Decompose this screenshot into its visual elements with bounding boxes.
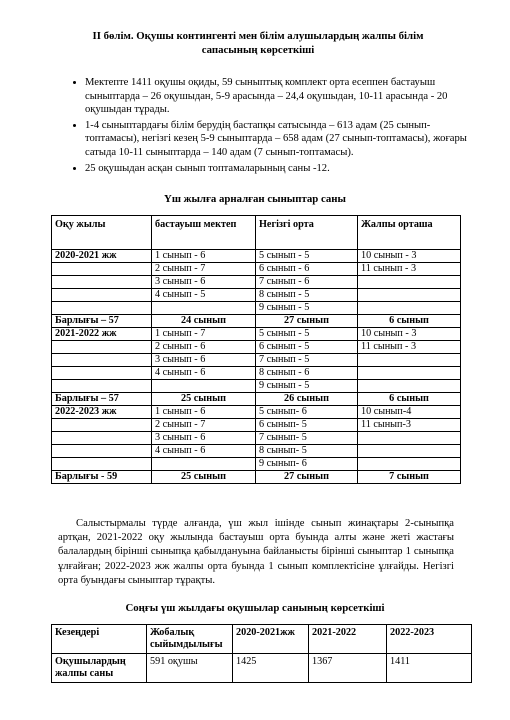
year-cell	[52, 419, 152, 432]
students-table-title: Соңғы үш жылдағы оқушылар санының көрсеткіші	[125, 602, 385, 614]
class-count-cell: 6 сынып- 5	[256, 419, 358, 432]
class-count-cell: 10 сынып - 3	[358, 328, 461, 341]
capacity-cell: 591 оқушы	[147, 654, 233, 683]
total-label-cell: Барлығы – 57	[52, 393, 152, 406]
class-count-cell: 25 сынып	[152, 471, 256, 484]
table-row	[52, 328, 461, 341]
class-count-cell	[358, 367, 461, 380]
value-cell: 1367	[309, 654, 387, 683]
class-count-cell: 26 сынып	[256, 393, 358, 406]
header-cell: Жобалық сыйымдылығы	[147, 625, 233, 654]
class-count-cell: 1 сынып - 6	[152, 250, 256, 263]
row-label-cell: Оқушылардың жалпы саны	[52, 654, 147, 683]
class-count-cell: 5 сынып - 5	[256, 250, 358, 263]
classes-table	[51, 215, 461, 484]
class-count-cell: 7 сынып - 6	[256, 276, 358, 289]
year-cell	[52, 276, 152, 289]
class-count-cell: 6 сынып	[358, 393, 461, 406]
class-count-cell: 1 сынып - 6	[152, 406, 256, 419]
total-label-cell: Барлығы - 59	[52, 471, 152, 484]
header-cell: Негізгі орта	[256, 216, 358, 250]
class-count-cell: 6 сынып	[358, 315, 461, 328]
header-cell: Кезеңдері	[52, 625, 147, 654]
class-count-cell	[152, 458, 256, 471]
class-count-cell: 7 сынып	[358, 471, 461, 484]
class-count-cell: 3 сынып - 6	[152, 276, 256, 289]
class-count-cell	[358, 458, 461, 471]
class-count-cell	[358, 445, 461, 458]
year-cell: 2021-2022 жж	[52, 328, 152, 341]
table-row	[52, 419, 461, 432]
class-count-cell	[358, 302, 461, 315]
class-count-cell: 10 сынып-4	[358, 406, 461, 419]
class-count-cell	[358, 289, 461, 302]
class-count-cell: 24 сынып	[152, 315, 256, 328]
class-count-cell: 4 сынып - 6	[152, 367, 256, 380]
students-table	[51, 624, 472, 683]
table-row	[52, 289, 461, 302]
table-row	[52, 302, 461, 315]
year-cell: 2022-2023 жж	[52, 406, 152, 419]
class-count-cell	[358, 432, 461, 445]
class-count-cell: 7 сынып - 5	[256, 354, 358, 367]
class-count-cell: 2 сынып - 7	[152, 263, 256, 276]
header-cell: Оқу жылы	[52, 216, 152, 250]
value-cell: 1425	[233, 654, 309, 683]
value-cell: 1411	[387, 654, 472, 683]
bullet-item: • Мектепте 1411 оқушы оқиды, 59 сыныптық комплект орта есеппен бастауыш сыныптарда – 26 оқушыдан, 5-9 арасында – 24,4 оқушыдан, 10-11 арасында - 20 оқушыдан тұрады.	[85, 76, 475, 117]
table-row	[52, 276, 461, 289]
header-cell: бастауыш мектеп	[152, 216, 256, 250]
table-row	[52, 380, 461, 393]
class-count-cell: 27 сынып	[256, 315, 358, 328]
total-row	[52, 471, 461, 484]
class-count-cell: 8 сынып- 5	[256, 445, 358, 458]
students-table-row	[52, 654, 472, 683]
class-count-cell: 11 сынып - 3	[358, 263, 461, 276]
students-table-header-row	[52, 625, 472, 654]
year-cell	[52, 302, 152, 315]
class-count-cell: 9 сынып - 5	[256, 302, 358, 315]
analysis-paragraph: Салыстырмалы түрде алғанда, үш жыл ішінде сынып жинақтары 2-сыныпқа артқан, 2021-2022 оқу жылында бастауыш орта буында алты және жеті жастағы балалардың бірінші сыныпқа қабылдануына байланысты бірінші сыныптар 1 сыныпқа ұлғайған; 2022-2023 жж жалпы орта буында 1 сынып комплектісіне ұлғайды. Негізгі орта буындағы сыныптар тұрақты.	[58, 518, 454, 586]
class-count-cell: 1 сынып - 7	[152, 328, 256, 341]
class-count-cell: 5 сынып- 6	[256, 406, 358, 419]
header-cell: 2020-2021жж	[233, 625, 309, 654]
header-cell: 2021-2022	[309, 625, 387, 654]
table-row	[52, 250, 461, 263]
class-count-cell: 9 сынып - 5	[256, 380, 358, 393]
class-count-cell: 4 сынып - 5	[152, 289, 256, 302]
summary-bullet-list	[60, 76, 475, 177]
table-row	[52, 432, 461, 445]
year-cell	[52, 341, 152, 354]
class-count-cell: 9 сынып- 6	[256, 458, 358, 471]
table-row	[52, 445, 461, 458]
class-count-cell: 2 сынып - 7	[152, 419, 256, 432]
section-heading: ІІ бөлім. Оқушы контингенті мен білім алушылардың жалпы білім сапасының көрсеткіші	[92, 30, 424, 56]
header-cell: Жалпы орташа	[358, 216, 461, 250]
year-cell	[52, 380, 152, 393]
class-count-cell: 5 сынып - 5	[256, 328, 358, 341]
class-count-cell: 11 сынып-3	[358, 419, 461, 432]
class-count-cell	[152, 302, 256, 315]
year-cell	[52, 289, 152, 302]
class-count-cell	[358, 276, 461, 289]
class-count-cell: 3 сынып - 6	[152, 432, 256, 445]
year-cell	[52, 432, 152, 445]
table-row	[52, 458, 461, 471]
class-count-cell: 4 сынып - 6	[152, 445, 256, 458]
class-count-cell: 8 сынып - 5	[256, 289, 358, 302]
year-cell	[52, 263, 152, 276]
table-row	[52, 263, 461, 276]
classes-table-title: Үш жылға арналған сыныптар саны	[164, 193, 346, 205]
class-count-cell: 6 сынып - 5	[256, 341, 358, 354]
bullet-item: • 1-4 сыныптардағы білім берудің бастапқы сатысында – 613 адам (25 сынып-топтамасы), негізгі кезең 5-9 сыныптарда – 658 адам (27 сынып-топтамасы), жоғары сатыда 10-11 сыныптарда – 140 адам (7 сынып-топтамасы).	[85, 119, 475, 160]
class-count-cell: 27 сынып	[256, 471, 358, 484]
class-count-cell	[152, 380, 256, 393]
class-count-cell: 7 сынып- 5	[256, 432, 358, 445]
class-count-cell: 6 сынып - 6	[256, 263, 358, 276]
class-count-cell: 10 сынып - 3	[358, 250, 461, 263]
table-row	[52, 406, 461, 419]
bullet-item: • 25 оқушыдан асқан сынып топтамаларының саны -12.	[85, 162, 475, 176]
year-cell	[52, 367, 152, 380]
year-cell	[52, 445, 152, 458]
table-row	[52, 354, 461, 367]
year-cell: 2020-2021 жж	[52, 250, 152, 263]
class-count-cell: 3 сынып - 6	[152, 354, 256, 367]
classes-table-header-row	[52, 216, 461, 250]
year-cell	[52, 458, 152, 471]
table-row	[52, 341, 461, 354]
total-row	[52, 393, 461, 406]
class-count-cell: 11 сынып - 3	[358, 341, 461, 354]
class-count-cell	[358, 354, 461, 367]
class-count-cell: 2 сынып - 6	[152, 341, 256, 354]
class-count-cell: 8 сынып - 6	[256, 367, 358, 380]
class-count-cell	[358, 380, 461, 393]
total-label-cell: Барлығы – 57	[52, 315, 152, 328]
table-row	[52, 367, 461, 380]
year-cell	[52, 354, 152, 367]
class-count-cell: 25 сынып	[152, 393, 256, 406]
total-row	[52, 315, 461, 328]
header-cell: 2022-2023	[387, 625, 472, 654]
